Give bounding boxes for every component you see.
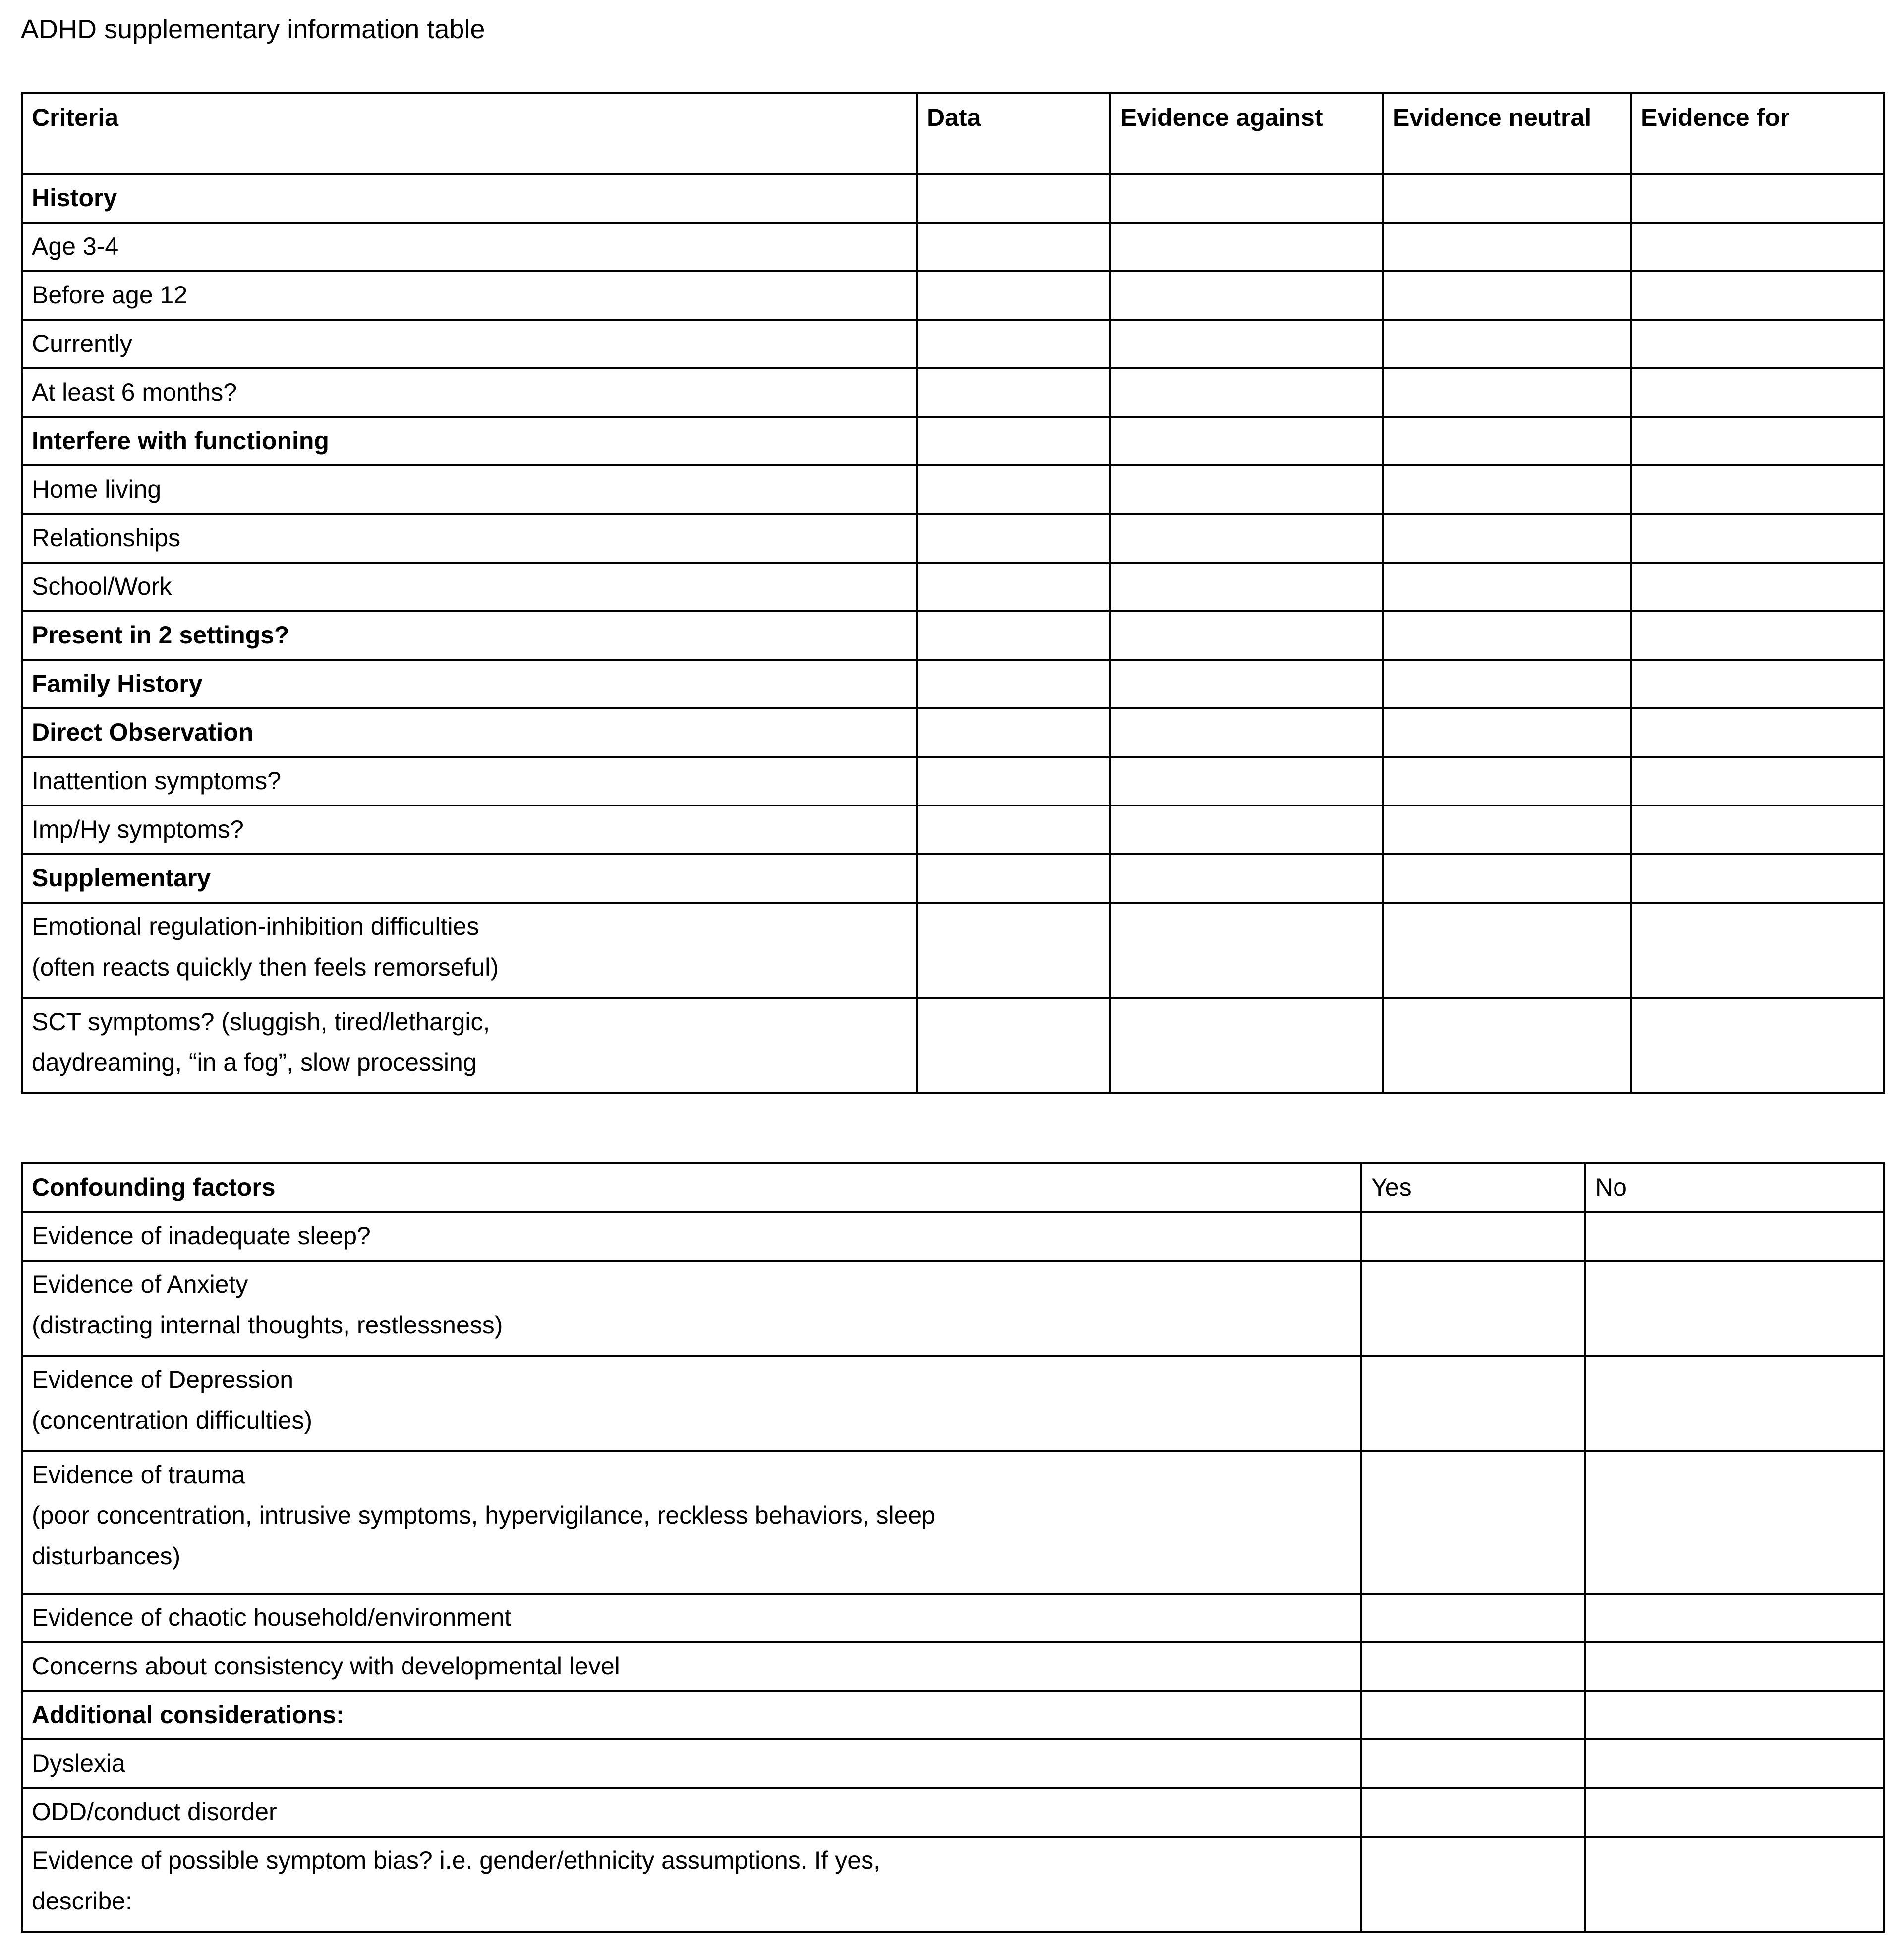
row-label-line: Age 3-4 — [32, 232, 119, 260]
criteria-cell-evidence-for[interactable] — [1631, 174, 1884, 223]
row-label-line: Evidence of possible symptom bias? i.e. gender/ethnicity assumptions. If yes, — [32, 1846, 880, 1874]
criteria-cell-data[interactable] — [917, 903, 1110, 998]
row-label-line: Home living — [32, 475, 162, 503]
criteria-cell-evidence-against[interactable] — [1110, 417, 1383, 465]
criteria-row-label — [22, 757, 917, 806]
confounding-cell-yes[interactable] — [1361, 1261, 1585, 1356]
confounding-cell-yes[interactable] — [1361, 1356, 1585, 1451]
criteria-cell-data[interactable] — [917, 806, 1110, 854]
criteria-cell-evidence-against[interactable] — [1110, 563, 1383, 611]
criteria-row-label — [22, 660, 917, 708]
criteria-cell-evidence-neutral[interactable] — [1383, 174, 1631, 223]
criteria-cell-data[interactable] — [917, 708, 1110, 757]
confounding-row-label — [22, 1451, 1361, 1594]
criteria-cell-evidence-neutral[interactable] — [1383, 320, 1631, 368]
confounding-cell-no[interactable] — [1585, 1356, 1884, 1451]
confounding-cell-no[interactable] — [1585, 1212, 1884, 1261]
criteria-cell-evidence-for[interactable] — [1631, 757, 1884, 806]
row-label-line: (poor concentration, intrusive symptoms, hypervigilance, reckless behaviors, sleep — [32, 1501, 936, 1529]
row-label-line: Evidence of trauma — [32, 1461, 245, 1489]
table-row — [22, 1739, 1884, 1788]
table-row — [22, 611, 1884, 660]
table-row — [22, 271, 1884, 320]
row-label-line: Emotional regulation-inhibition difficulties — [32, 913, 479, 940]
row-label-line: SCT symptoms? (sluggish, tired/lethargic, — [32, 1008, 490, 1036]
confounding-cell-no[interactable] — [1585, 1788, 1884, 1837]
criteria-cell-evidence-for[interactable] — [1631, 903, 1884, 998]
confounding-cell-no[interactable] — [1585, 1691, 1884, 1739]
criteria-table — [21, 92, 1885, 1094]
column-header-confounding-factors-label: Confounding factors — [32, 1173, 276, 1201]
confounding-cell-no[interactable] — [1585, 1739, 1884, 1788]
criteria-cell-data[interactable] — [917, 611, 1110, 660]
criteria-row-label — [22, 708, 917, 757]
confounding-row-label — [22, 1594, 1361, 1642]
table-row — [22, 1356, 1884, 1451]
criteria-cell-evidence-for[interactable] — [1631, 708, 1884, 757]
criteria-cell-evidence-for[interactable] — [1631, 514, 1884, 563]
criteria-cell-evidence-against[interactable] — [1110, 903, 1383, 998]
column-header-yes — [1361, 1163, 1585, 1212]
table-row — [22, 368, 1884, 417]
row-label-line: Interfere with functioning — [32, 427, 329, 455]
criteria-cell-evidence-against[interactable] — [1110, 514, 1383, 563]
criteria-row-label — [22, 806, 917, 854]
criteria-cell-evidence-neutral[interactable] — [1383, 903, 1631, 998]
column-header-evidence-for-line2: for — [1756, 104, 1790, 131]
confounding-row-label — [22, 1642, 1361, 1691]
criteria-cell-evidence-for[interactable] — [1631, 465, 1884, 514]
row-label-line: At least 6 months? — [32, 378, 237, 406]
confounding-row-label — [22, 1356, 1361, 1451]
column-header-evidence-against-line1: Evidence — [1120, 104, 1229, 131]
row-label-line: Direct Observation — [32, 718, 254, 746]
table-row — [22, 854, 1884, 903]
criteria-table-header — [22, 93, 1884, 174]
criteria-cell-data[interactable] — [917, 223, 1110, 271]
row-label-line: History — [32, 184, 117, 212]
criteria-cell-data[interactable] — [917, 465, 1110, 514]
criteria-cell-evidence-neutral[interactable] — [1383, 854, 1631, 903]
criteria-row-label — [22, 368, 917, 417]
confounding-cell-yes[interactable] — [1361, 1642, 1585, 1691]
column-header-no — [1585, 1163, 1884, 1212]
confounding-row-label — [22, 1691, 1361, 1739]
criteria-cell-evidence-for[interactable] — [1631, 660, 1884, 708]
criteria-cell-evidence-against[interactable] — [1110, 611, 1383, 660]
confounding-row-label — [22, 1739, 1361, 1788]
column-header-criteria — [22, 93, 917, 174]
criteria-cell-data[interactable] — [917, 368, 1110, 417]
row-label-line: School/Work — [32, 573, 172, 600]
row-label-line: (distracting internal thoughts, restlessness) — [32, 1311, 503, 1339]
criteria-row-label — [22, 514, 917, 563]
criteria-row-label — [22, 998, 917, 1093]
criteria-cell-evidence-neutral[interactable] — [1383, 611, 1631, 660]
criteria-row-label — [22, 174, 917, 223]
criteria-cell-evidence-against[interactable] — [1110, 223, 1383, 271]
confounding-cell-yes[interactable] — [1361, 1594, 1585, 1642]
criteria-row-label — [22, 854, 917, 903]
criteria-cell-data[interactable] — [917, 514, 1110, 563]
criteria-cell-evidence-against[interactable] — [1110, 854, 1383, 903]
confounding-cell-yes[interactable] — [1361, 1212, 1585, 1261]
confounding-cell-yes[interactable] — [1361, 1451, 1585, 1594]
confounding-row-label — [22, 1837, 1361, 1932]
criteria-cell-data[interactable] — [917, 174, 1110, 223]
table-row — [22, 223, 1884, 271]
criteria-cell-evidence-for[interactable] — [1631, 368, 1884, 417]
criteria-cell-evidence-neutral[interactable] — [1383, 368, 1631, 417]
table-header-row — [22, 1163, 1884, 1212]
criteria-row-label — [22, 417, 917, 465]
confounding-cell-no[interactable] — [1585, 1837, 1884, 1932]
page-title: ADHD supplementary information table — [21, 14, 485, 44]
row-label-line: ODD/conduct disorder — [32, 1798, 277, 1826]
criteria-cell-data[interactable] — [917, 757, 1110, 806]
row-label-line: Evidence of chaotic household/environment — [32, 1604, 512, 1631]
criteria-cell-evidence-neutral[interactable] — [1383, 563, 1631, 611]
criteria-cell-evidence-neutral[interactable] — [1383, 514, 1631, 563]
confounding-cell-yes[interactable] — [1361, 1739, 1585, 1788]
table-row — [22, 757, 1884, 806]
table-row — [22, 514, 1884, 563]
confounding-row-label — [22, 1212, 1361, 1261]
criteria-cell-evidence-neutral[interactable] — [1383, 660, 1631, 708]
criteria-table-body — [22, 174, 1884, 1093]
column-header-evidence-against — [1110, 93, 1383, 174]
criteria-cell-evidence-against[interactable] — [1110, 708, 1383, 757]
criteria-row-label — [22, 903, 917, 998]
table-row — [22, 1594, 1884, 1642]
row-label-line: Currently — [32, 330, 132, 357]
criteria-cell-evidence-for[interactable] — [1631, 998, 1884, 1093]
column-header-confounding-factors — [22, 1163, 1361, 1212]
criteria-cell-evidence-against[interactable] — [1110, 757, 1383, 806]
table-row — [22, 708, 1884, 757]
row-label-line: Additional considerations: — [32, 1701, 345, 1728]
criteria-cell-data[interactable] — [917, 854, 1110, 903]
row-label-line: Concerns about consistency with developmental level — [32, 1652, 620, 1680]
column-header-yes-label: Yes — [1371, 1173, 1412, 1201]
row-label-line: (concentration difficulties) — [32, 1406, 313, 1434]
criteria-row-label — [22, 223, 917, 271]
criteria-cell-evidence-against[interactable] — [1110, 174, 1383, 223]
criteria-cell-evidence-neutral[interactable] — [1383, 806, 1631, 854]
confounding-cell-yes[interactable] — [1361, 1691, 1585, 1739]
criteria-cell-evidence-neutral[interactable] — [1383, 708, 1631, 757]
table-row — [22, 1788, 1884, 1837]
row-label-line: Evidence of inadequate sleep? — [32, 1222, 371, 1250]
criteria-cell-evidence-neutral[interactable] — [1383, 998, 1631, 1093]
criteria-cell-evidence-for[interactable] — [1631, 271, 1884, 320]
criteria-cell-evidence-against[interactable] — [1110, 998, 1383, 1093]
row-label-line: daydreaming, “in a fog”, slow processing — [32, 1048, 477, 1076]
table-row — [22, 998, 1884, 1093]
criteria-cell-evidence-against[interactable] — [1110, 660, 1383, 708]
table-row — [22, 660, 1884, 708]
row-label-line: Inattention symptoms? — [32, 767, 282, 795]
row-label-line: Family History — [32, 670, 203, 697]
table-row — [22, 903, 1884, 998]
criteria-cell-data[interactable] — [917, 660, 1110, 708]
criteria-row-label — [22, 465, 917, 514]
column-header-no-label: No — [1595, 1173, 1627, 1201]
row-label-line: Before age 12 — [32, 281, 188, 309]
table-row — [22, 1642, 1884, 1691]
confounding-cell-no[interactable] — [1585, 1594, 1884, 1642]
table-row — [22, 1451, 1884, 1594]
confounding-cell-no[interactable] — [1585, 1642, 1884, 1691]
criteria-row-label — [22, 271, 917, 320]
row-label-line: Supplementary — [32, 864, 211, 892]
criteria-cell-data[interactable] — [917, 271, 1110, 320]
column-header-data — [917, 93, 1110, 174]
column-header-evidence-against-line2: against — [1236, 104, 1323, 131]
table-row — [22, 320, 1884, 368]
confounding-factors-table-body — [22, 1163, 1884, 1932]
row-label-line: disturbances) — [32, 1542, 181, 1570]
row-label-line: describe: — [32, 1887, 132, 1915]
table-row — [22, 563, 1884, 611]
table-row — [22, 174, 1884, 223]
row-label-line: Present in 2 settings? — [32, 621, 289, 649]
criteria-row-label — [22, 320, 917, 368]
criteria-cell-evidence-neutral[interactable] — [1383, 757, 1631, 806]
criteria-cell-evidence-against[interactable] — [1110, 320, 1383, 368]
column-header-evidence-neutral — [1383, 93, 1631, 174]
criteria-cell-evidence-for[interactable] — [1631, 854, 1884, 903]
confounding-row-label — [22, 1788, 1361, 1837]
criteria-cell-evidence-against[interactable] — [1110, 271, 1383, 320]
criteria-cell-evidence-for[interactable] — [1631, 563, 1884, 611]
column-header-criteria-label: Criteria — [32, 104, 119, 131]
row-label-line: (often reacts quickly then feels remorseful) — [32, 953, 499, 981]
confounding-row-label — [22, 1261, 1361, 1356]
criteria-row-label — [22, 611, 917, 660]
criteria-cell-evidence-for[interactable] — [1631, 806, 1884, 854]
criteria-cell-evidence-neutral[interactable] — [1383, 223, 1631, 271]
criteria-row-label — [22, 563, 917, 611]
confounding-cell-yes[interactable] — [1361, 1837, 1585, 1932]
column-header-evidence-neutral-line2: neutral — [1508, 104, 1592, 131]
table-row — [22, 806, 1884, 854]
criteria-cell-evidence-neutral[interactable] — [1383, 271, 1631, 320]
criteria-cell-evidence-for[interactable] — [1631, 417, 1884, 465]
criteria-cell-data[interactable] — [917, 998, 1110, 1093]
criteria-cell-evidence-neutral[interactable] — [1383, 465, 1631, 514]
criteria-cell-evidence-neutral[interactable] — [1383, 417, 1631, 465]
criteria-cell-evidence-for[interactable] — [1631, 320, 1884, 368]
criteria-cell-evidence-against[interactable] — [1110, 368, 1383, 417]
confounding-cell-no[interactable] — [1585, 1451, 1884, 1594]
row-label-line: Evidence of Anxiety — [32, 1270, 248, 1298]
row-label-line: Relationships — [32, 524, 181, 552]
row-label-line: Evidence of Depression — [32, 1366, 294, 1393]
column-header-evidence-neutral-line1: Evidence — [1393, 104, 1502, 131]
table-row — [22, 417, 1884, 465]
criteria-cell-evidence-for[interactable] — [1631, 611, 1884, 660]
table-row — [22, 1837, 1884, 1932]
table-header-row — [22, 93, 1884, 174]
row-label-line: Dyslexia — [32, 1749, 125, 1777]
criteria-cell-data[interactable] — [917, 417, 1110, 465]
table-row — [22, 465, 1884, 514]
criteria-cell-data[interactable] — [917, 563, 1110, 611]
row-label-line: Imp/Hy symptoms? — [32, 815, 244, 843]
confounding-factors-table — [21, 1162, 1885, 1933]
table-row — [22, 1261, 1884, 1356]
table-row — [22, 1691, 1884, 1739]
criteria-cell-evidence-against[interactable] — [1110, 465, 1383, 514]
column-header-data-label: Data — [927, 104, 981, 131]
confounding-cell-no[interactable] — [1585, 1261, 1884, 1356]
column-header-evidence-for — [1631, 93, 1884, 174]
confounding-cell-yes[interactable] — [1361, 1788, 1585, 1837]
criteria-cell-data[interactable] — [917, 320, 1110, 368]
table-row — [22, 1212, 1884, 1261]
criteria-cell-evidence-against[interactable] — [1110, 806, 1383, 854]
criteria-cell-evidence-for[interactable] — [1631, 223, 1884, 271]
column-header-evidence-for-line1: Evidence — [1641, 104, 1750, 131]
